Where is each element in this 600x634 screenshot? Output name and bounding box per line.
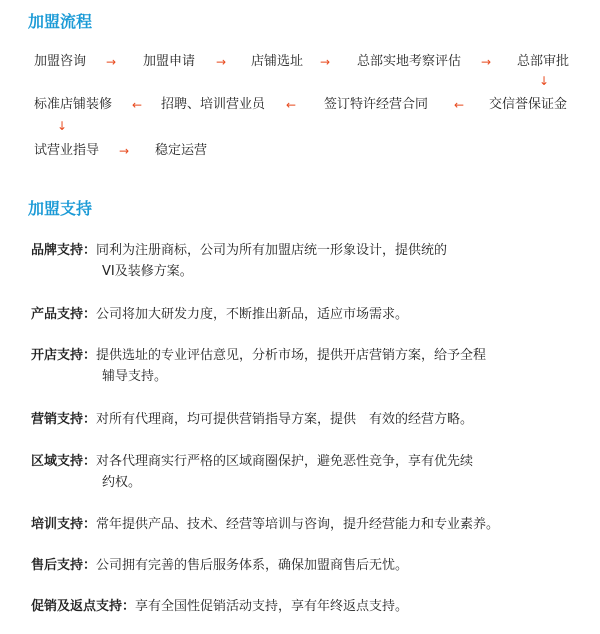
arrow-left-icon: ← (286, 98, 297, 112)
support-store-opening (31, 345, 576, 387)
support-text-cont: 约权。 (102, 475, 142, 490)
step-site-inspection: 总部实地考察评估 (357, 54, 462, 69)
step-consult: 加盟咨询 (34, 54, 87, 69)
support-text: 公司拥有完善的售后服务体系，确保加盟商售后无忧。 (96, 558, 409, 573)
support-region (31, 451, 576, 493)
arrow-right-icon: → (481, 55, 492, 69)
support-after-sales (31, 555, 576, 576)
support-label: 促销及返点支持： (31, 599, 136, 614)
support-text: 同利为注册商标，公司为所有加盟店统一形象设计，提供统的 (96, 243, 448, 258)
step-apply: 加盟申请 (143, 54, 196, 69)
support-text: 对所有代理商，均可提供营销指导方案，提供 有效的经营方略。 (96, 412, 474, 427)
support-label: 区域支持： (31, 454, 97, 469)
support-training (31, 514, 576, 535)
arrow-right-icon: → (119, 144, 130, 158)
support-title: 加盟支持 (28, 199, 93, 218)
support-product (31, 304, 576, 325)
arrow-right-icon: → (216, 55, 227, 69)
support-label: 开店支持： (31, 348, 97, 363)
step-site-selection: 店铺选址 (251, 54, 304, 69)
support-label: 营销支持： (31, 412, 97, 427)
step-sign-contract: 签订特许经营合同 (324, 97, 429, 112)
arrow-right-icon: → (320, 55, 331, 69)
arrow-left-icon: ← (132, 98, 143, 112)
arrow-right-icon: → (106, 55, 117, 69)
arrow-down-icon: ↓ (57, 119, 68, 133)
support-brand (31, 240, 576, 282)
arrow-down-icon: ↓ (539, 74, 550, 88)
support-text-cont: 辅导支持。 (102, 369, 168, 384)
support-text: 享有全国性促销活动支持，享有年终返点支持。 (135, 599, 409, 614)
support-text: 常年提供产品、技术、经营等培训与咨询，提升经营能力和专业素养。 (96, 517, 500, 532)
support-text: 公司将加大研发力度，不断推出新品，适应市场需求。 (96, 307, 409, 322)
step-store-decoration: 标准店铺装修 (34, 97, 113, 112)
step-trial-operation: 试营业指导 (34, 143, 100, 158)
support-text: 对各代理商实行严格的区域商圈保护，避免恶性竞争，享有优先续 (96, 454, 474, 469)
support-label: 售后支持： (31, 558, 97, 573)
support-text-cont: VI及装修方案。 (102, 264, 193, 279)
support-marketing (31, 409, 576, 430)
step-deposit: 交信誉保证金 (489, 97, 568, 112)
support-label: 品牌支持： (31, 243, 97, 258)
step-recruit-train: 招聘、培训营业员 (161, 97, 266, 112)
support-label: 产品支持： (31, 307, 97, 322)
process-title: 加盟流程 (28, 12, 93, 31)
support-label: 培训支持： (31, 517, 97, 532)
step-approval: 总部审批 (517, 54, 570, 69)
support-text: 提供选址的专业评估意见，分析市场，提供开店营销方案，给予全程 (96, 348, 487, 363)
step-stable-operation: 稳定运营 (155, 143, 208, 158)
support-promotion-rebate (31, 596, 576, 617)
arrow-left-icon: ← (454, 98, 465, 112)
